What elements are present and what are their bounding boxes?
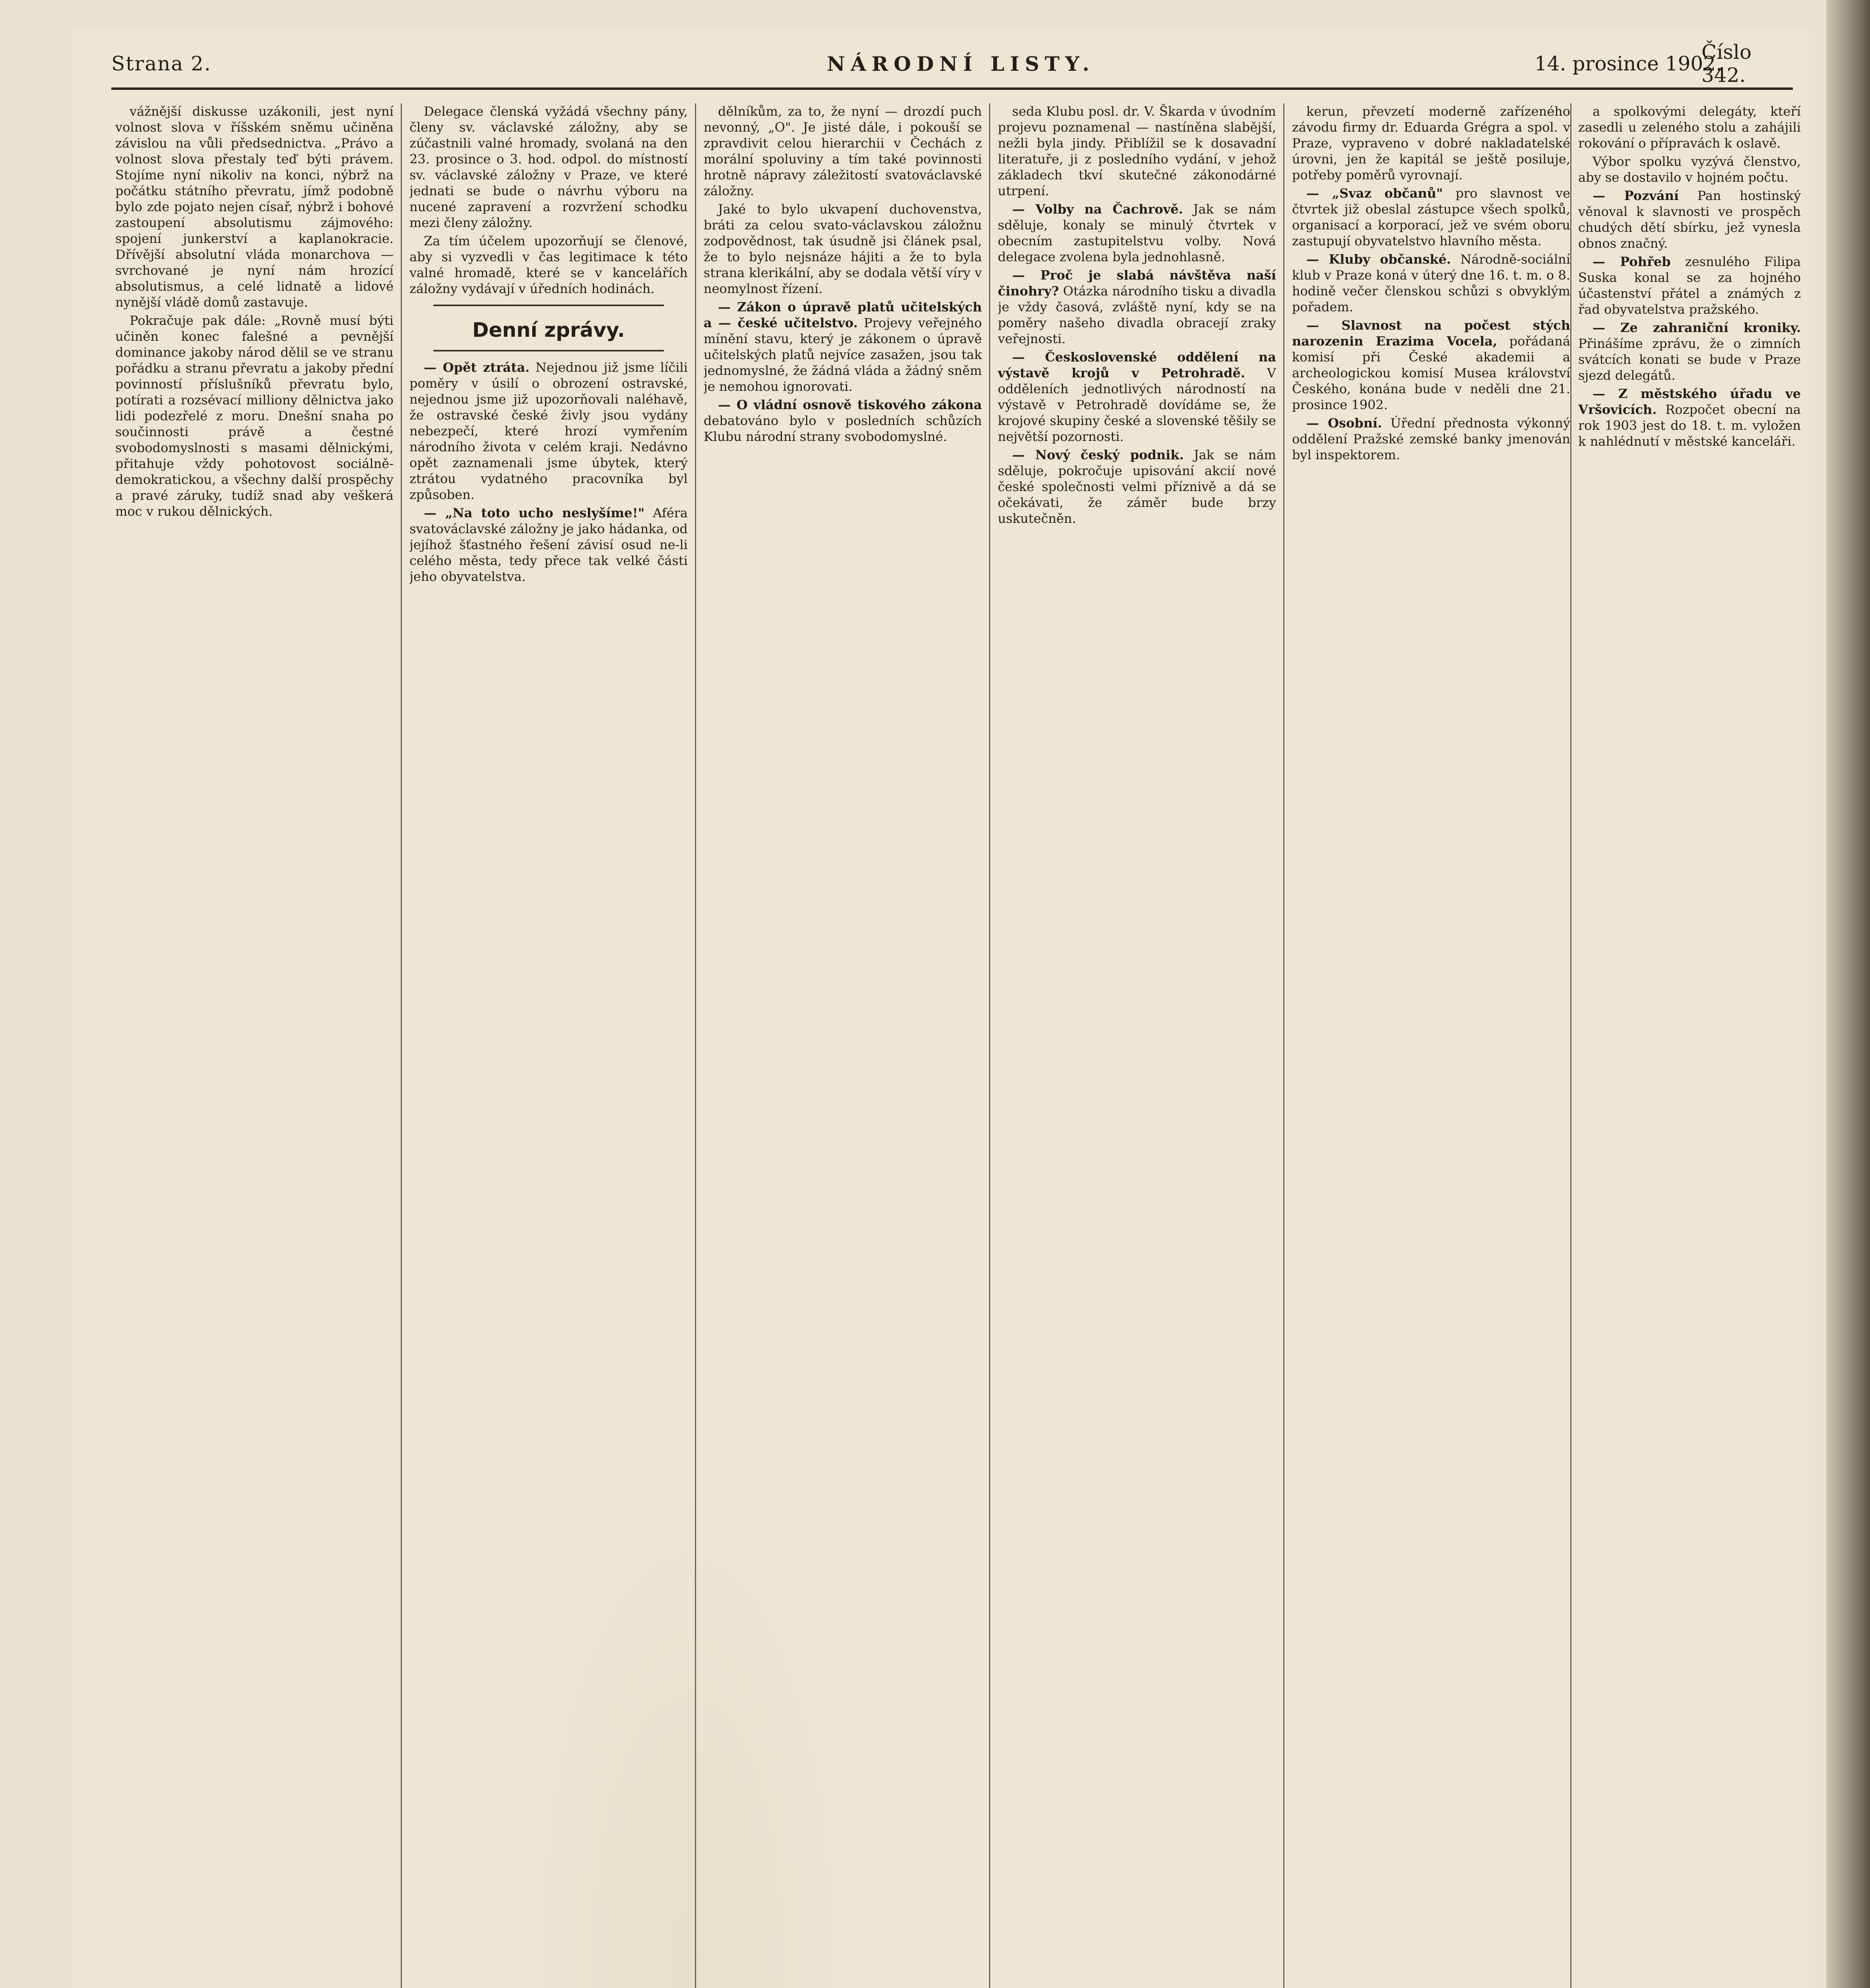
- news-text: V odděleních jednotlivých národností na výstavě v Petrohradě dovídáme se, že krojové skupiny české a slovenské těšily se největší pozornosti.: [998, 365, 1276, 444]
- news-text: pořádaná komisí při České akademii a archeologickou komisí Musea království Českého, konána bude v neděli dne 21. prosince 1902.: [1292, 334, 1570, 412]
- masthead-rule: [111, 87, 1793, 90]
- news-title: — Československé oddělení na výstavě krojů v Petrohradě.: [998, 349, 1276, 381]
- section-rule: [433, 305, 664, 306]
- news-title: — Ze zahraniční kroniky.: [1593, 320, 1801, 335]
- article-paragraph: vážnější diskusse uzákonili, jest nyní volnost slova v říšském sněmu učiněna závislou na vůli předsednictva. „Právo a volnost slova přestaly teď býti právem. Stojíme nyní nikoliv na konci, nýbrž na počátku státního převratu, jímž podobně bylo zde pojato nejen císař, nýbrž i bohové zastoupení absolutismu zájmového: spojení junkerství a kaplanokracie. Dřívější absolutní vláda monarchova — svrchované je nyní nám hrozící absolutismus, a celé lidnatě a lidové nynější vládě domů zastavuje.: [115, 104, 394, 310]
- news-title: — Nový český podnik.: [1012, 447, 1184, 462]
- article-paragraph: Výbor spolku vyzývá členstvo, aby se dostavilo v hojném počtu.: [1578, 154, 1801, 185]
- column-divider: [1570, 103, 1571, 1988]
- news-item: [998, 349, 1276, 445]
- news-title: — Proč je slabá návštěva naší činohry?: [998, 268, 1276, 299]
- column-4: [998, 103, 1276, 1988]
- column-divider: [401, 103, 402, 1988]
- news-text: Přinášíme zprávu, že o zimních svátcích konati se bude v Praze sjezd delegátů.: [1578, 336, 1801, 383]
- news-title: — Slavnost na počest stých narozenin Erazima Vocela,: [1292, 318, 1570, 349]
- news-title: — Zákon o úpravě platů učitelských a — české učitelstvo.: [704, 299, 982, 330]
- news-title: — O vládní osnově tiskového zákona: [718, 397, 982, 412]
- news-item: [998, 201, 1276, 265]
- news-item: [1578, 386, 1801, 449]
- column-1: [115, 103, 394, 1988]
- news-text: zesnulého Filipa Suska konal se za hojného účastenství přátel a známých z řad obyvatelstva pražského.: [1578, 254, 1801, 317]
- article-paragraph: Delegace členská vyžádá všechny pány, členy sv. václavské záložny, aby se zúčastnili valné hromady, svolaná na den 23. prosince o 3. hod. odpol. do místností sv. václavské záložny v Praze, ve které jednati se bude o návrhu výboru na nucené zapravení a rozvržení schodku mezi členy záložny.: [409, 104, 688, 230]
- news-title: — Volby na Čachrově.: [1012, 202, 1183, 217]
- newspaper-page: [72, 28, 1809, 1988]
- news-text: Otázka národního tisku a divadla je vždy časová, zvláště nyní, kdy se na poměry našeho divadla obracejí zraky veřejnosti.: [998, 283, 1276, 346]
- news-text: Projevy veřejného mínění stavu, který je zákonem o úpravě učitelských platů nejvíce zasažen, jsou tak jednomyslné, že žádná vláda a žádný sněm je nemohou ignorovati.: [704, 315, 982, 394]
- news-item: [1292, 317, 1570, 413]
- news-title: — „Na toto ucho neslyšíme!": [424, 505, 645, 520]
- column-divider: [1283, 103, 1284, 1988]
- news-title: — Pozvání: [1593, 188, 1679, 203]
- news-title: — Opět ztráta.: [424, 360, 530, 375]
- article-paragraph: dělníkům, za to, že nyní — drozdí puch nevonný, „O". Je jisté dále, i pokouší se zpravdivit celou hierarchii v Čechách z morální spoluviny a tím také povinnosti hrotně nápravy záležitostí svatováclavské záložny.: [704, 104, 982, 198]
- news-text: Jak se nám sděluje, pokročuje upisování akcií nové české společnosti velmi příznivě a dá se očekávati, že záměr bude brzy uskutečněn.: [998, 447, 1276, 526]
- article-paragraph: Za tím účelem upozorňují se členové, aby si vyzvedli v čas legitimace k této valné hromadě, které se v kancelářích záložny vydávají v úředních hodinách.: [409, 233, 688, 296]
- news-item: [998, 447, 1276, 526]
- news-text: Národně-sociální klub v Praze koná v úterý dne 16. t. m. o 8. hodině večer členskou schůzi s obvyklým pořadem.: [1292, 252, 1570, 315]
- news-item: [1292, 185, 1570, 249]
- news-title: — Kluby občanské.: [1306, 252, 1451, 267]
- column-2: [409, 103, 688, 1988]
- column-divider: [989, 103, 990, 1988]
- news-text: Pan hostinský věnoval k slavnosti ve prospěch chudých dětí sbírku, jež vynesla obnos značný.: [1578, 188, 1801, 251]
- paper-title: NÁRODNÍ LISTY.: [827, 52, 1095, 76]
- news-item: [1578, 254, 1801, 317]
- article-paragraph: Pokračuje pak dále: „Rovně musí býti učiněn konec falešné a pevnější dominance jakoby národ dělil se ve stranu pořádku a stranu převratu a jakoby přední povinností příslušníků převratu bylo, potírati a rozsévací milliony dělnictva jako lidi podezřelé z moru. Dnešní snaha po součinnosti právě a čestné svobodomyslnosti s masami dělnickými, přitahuje vždy pohotovost sociálně-demokratickou, a všechny další prospěchy a pravé záruky, tudíž snad aby veškerá moc v rukou dělnických.: [115, 313, 394, 519]
- news-item: [409, 505, 688, 584]
- page-label: Strana 2.: [111, 52, 211, 75]
- column-3: [704, 103, 982, 1988]
- news-item: [998, 267, 1276, 347]
- news-text: Aféra svatováclavské záložny je jako hádanka, od jejíhož šťastného řešení závisí osud ne-li celého města, tedy přece tak velké části jeho obyvatelstva.: [409, 505, 688, 584]
- masthead: [111, 41, 1781, 87]
- news-text: Rozpočet obecní na rok 1903 jest do 18. t. m. vyložen k nahlédnutí v městské kanceláři.: [1578, 402, 1801, 449]
- news-item: [704, 397, 982, 445]
- article-paragraph: seda Klubu posl. dr. V. Škarda v úvodním projevu poznamenal — nastíněna slabější, nežli byla jindy. Přiblížil se k dosavadní literatuře, ji z posledního vydání, v jehož základech tkví skutečné zákonodárné utrpení.: [998, 104, 1276, 198]
- section-headline: Denní zprávy.: [472, 318, 625, 342]
- news-title: — „Svaz občanů": [1306, 186, 1443, 201]
- news-text: debatováno bylo v posledních schůzích Klubu národní strany svobodomyslné.: [704, 413, 982, 444]
- column-5: [1292, 103, 1570, 1988]
- news-item: [409, 359, 688, 503]
- news-item: [1292, 415, 1570, 463]
- column-6: [1578, 103, 1801, 1988]
- book-binding-edge: [1826, 0, 1870, 1988]
- news-title: — Z městského úřadu ve Vršovicích.: [1578, 386, 1801, 417]
- news-text: Úřední přednosta výkonný oddělení Pražské zemské banky jmenován byl inspektorem.: [1292, 415, 1570, 462]
- news-text: Jak se nám sděluje, konaly se minulý čtvrtek v obecním zastupitelstvu volby. Nová delegace zvolena byla jednohlasně.: [998, 202, 1276, 264]
- column-divider: [695, 103, 696, 1988]
- article-paragraph: Jaké to bylo ukvapení duchovenstva, bráti za celou svato-václavskou záložnu zodpovědnost, tak úsudně jsi článek psal, že to bylo nejsnáze hájiti a že to byla strana klerikální, aby se dodala větší víry v neomylnost řízení.: [704, 202, 982, 296]
- article-paragraph: kerun, převzetí moderně zařízeného závodu firmy dr. Eduarda Grégra a spol. v Praze, vypraveno v dobré nakladatelské úrovni, jen že kapitál se ještě posiluje, potřeby poměrů vyrovnají.: [1292, 104, 1570, 182]
- issue-number: Číslo 342.: [1701, 41, 1752, 87]
- news-item: [1578, 188, 1801, 251]
- news-title: — Osobní.: [1306, 415, 1382, 431]
- news-item: [1292, 251, 1570, 315]
- news-item: [704, 299, 982, 394]
- news-text: Nejednou již jsme líčili poměry v úsilí o obrození ostravské, nejednou jsme již upozorňovali naléhavě, že ostravské české živly jsou vydány nebezpečí, které hrozí vymřením národního života v celém kraji. Nedávno opět zaznamenali jsme úbytek, který ztrátou vydatného pracovníka byl způsoben.: [409, 360, 688, 502]
- news-item: [1578, 320, 1801, 383]
- article-paragraph: a spolkovými delegáty, kteří zasedli u zeleného stolu a zahájili rokování o přípravách k oslavě.: [1578, 104, 1801, 151]
- section-rule: [433, 350, 664, 351]
- issue-date: 14. prosince 1902.: [1534, 52, 1722, 75]
- news-text: pro slavnost ve čtvrtek již obeslal zástupce všech spolků, organisací a korporací, jež ve svém oboru zastupují obyvatelstvo hlavního města.: [1292, 186, 1570, 248]
- news-title: — Pohřeb: [1593, 254, 1671, 269]
